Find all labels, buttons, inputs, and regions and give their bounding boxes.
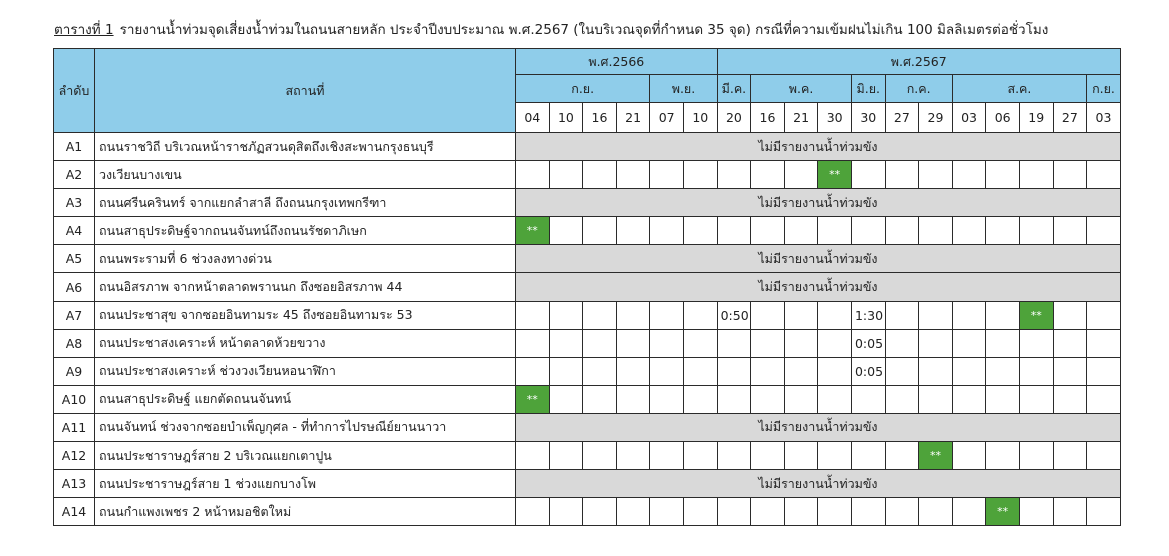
empty-cell bbox=[683, 442, 717, 470]
flood-flag-cell: ** bbox=[516, 217, 550, 245]
table-row bbox=[54, 329, 1121, 357]
header-month: ก.ย. bbox=[1087, 75, 1121, 103]
empty-cell bbox=[885, 217, 919, 245]
empty-cell bbox=[516, 301, 550, 329]
empty-cell bbox=[683, 357, 717, 385]
empty-cell bbox=[818, 442, 852, 470]
empty-cell bbox=[885, 357, 919, 385]
empty-cell bbox=[986, 329, 1020, 357]
empty-cell bbox=[919, 161, 953, 189]
row-id: A7 bbox=[54, 301, 95, 329]
header-year: พ.ศ.2567 bbox=[717, 49, 1120, 75]
row-place: ถนนสาธุประดิษฐ์จากถนนจันทน์ถึงถนนรัชดาภิเษก bbox=[95, 217, 516, 245]
empty-cell bbox=[784, 301, 818, 329]
empty-cell bbox=[717, 442, 751, 470]
row-place: ถนนจันทน์ ช่วงจากซอยบำเพ็ญกุศล - ที่ทำการไปรษณีย์ยานนาวา bbox=[95, 413, 516, 441]
empty-cell bbox=[717, 357, 751, 385]
empty-cell bbox=[650, 329, 684, 357]
empty-cell bbox=[1087, 385, 1121, 413]
empty-cell bbox=[851, 161, 885, 189]
table-row bbox=[54, 189, 1121, 217]
row-place: ถนนประชาสุข จากซอยอินทามระ 45 ถึงซอยอินทามระ 53 bbox=[95, 301, 516, 329]
row-id: A14 bbox=[54, 498, 95, 526]
row-place: ถนนประชาราษฎร์สาย 1 ช่วงแยกบางโพ bbox=[95, 470, 516, 498]
table-row bbox=[54, 442, 1121, 470]
empty-cell bbox=[516, 498, 550, 526]
empty-cell bbox=[1053, 357, 1087, 385]
empty-cell bbox=[1019, 357, 1053, 385]
row-id: A3 bbox=[54, 189, 95, 217]
empty-cell bbox=[583, 301, 617, 329]
flood-flag-cell: ** bbox=[818, 161, 852, 189]
empty-cell bbox=[549, 161, 583, 189]
empty-cell bbox=[616, 498, 650, 526]
flood-flag-cell: ** bbox=[986, 498, 1020, 526]
caption-text: รายงานน้ำท่วมจุดเสี่ยงน้ำท่วมในถนนสายหลัก ประจำปีงบประมาณ พ.ศ.2567 (ในบริเวณจุดที่กำหนด 35 จุด) กรณีที่ความเข้มฝนไม่เกิน 100 มิลลิเมตรต่อชั่วโมง bbox=[119, 22, 1049, 38]
empty-cell bbox=[952, 217, 986, 245]
empty-cell bbox=[1087, 217, 1121, 245]
empty-cell bbox=[952, 301, 986, 329]
empty-cell bbox=[1087, 329, 1121, 357]
row-id: A8 bbox=[54, 329, 95, 357]
empty-cell bbox=[583, 442, 617, 470]
empty-cell bbox=[784, 329, 818, 357]
header-row-years bbox=[54, 49, 1121, 75]
empty-cell bbox=[1053, 161, 1087, 189]
header-day: 07 bbox=[650, 103, 684, 133]
table-body bbox=[54, 133, 1121, 526]
header-month: พ.ย. bbox=[650, 75, 717, 103]
empty-cell bbox=[784, 498, 818, 526]
empty-cell bbox=[549, 301, 583, 329]
empty-cell bbox=[818, 385, 852, 413]
row-id: A11 bbox=[54, 413, 95, 441]
flood-duration-cell: 0:50 bbox=[717, 301, 751, 329]
row-place: ถนนศรีนครินทร์ จากแยกลำสาลี ถึงถนนกรุงเทพกรีฑา bbox=[95, 189, 516, 217]
header-month: มี.ค. bbox=[717, 75, 751, 103]
row-place: ถนนพระรามที่ 6 ช่วงลงทางด่วน bbox=[95, 245, 516, 273]
empty-cell bbox=[751, 301, 785, 329]
empty-cell bbox=[683, 498, 717, 526]
table-row bbox=[54, 413, 1121, 441]
empty-cell bbox=[717, 329, 751, 357]
empty-cell bbox=[818, 217, 852, 245]
empty-cell bbox=[851, 498, 885, 526]
empty-cell bbox=[885, 442, 919, 470]
empty-cell bbox=[549, 329, 583, 357]
empty-cell bbox=[986, 357, 1020, 385]
table-row bbox=[54, 385, 1121, 413]
empty-cell bbox=[751, 329, 785, 357]
header-year: พ.ศ.2566 bbox=[516, 49, 718, 75]
row-id: A5 bbox=[54, 245, 95, 273]
empty-cell bbox=[1087, 161, 1121, 189]
empty-cell bbox=[1087, 442, 1121, 470]
empty-cell bbox=[717, 161, 751, 189]
table-row bbox=[54, 273, 1121, 301]
empty-cell bbox=[952, 329, 986, 357]
empty-cell bbox=[650, 161, 684, 189]
empty-cell bbox=[818, 329, 852, 357]
table-row bbox=[54, 133, 1121, 161]
table-row bbox=[54, 245, 1121, 273]
empty-cell bbox=[784, 385, 818, 413]
empty-cell bbox=[650, 357, 684, 385]
empty-cell bbox=[919, 357, 953, 385]
flood-report-table bbox=[53, 48, 1121, 526]
empty-cell bbox=[516, 357, 550, 385]
row-id: A10 bbox=[54, 385, 95, 413]
header-day: 10 bbox=[683, 103, 717, 133]
empty-cell bbox=[583, 385, 617, 413]
empty-cell bbox=[583, 498, 617, 526]
header-day: 27 bbox=[885, 103, 919, 133]
empty-cell bbox=[683, 301, 717, 329]
row-id: A4 bbox=[54, 217, 95, 245]
empty-cell bbox=[1019, 385, 1053, 413]
no-report-cell: ไม่มีรายงานน้ำท่วมขัง bbox=[516, 413, 1121, 441]
empty-cell bbox=[650, 498, 684, 526]
empty-cell bbox=[616, 329, 650, 357]
table-row bbox=[54, 301, 1121, 329]
flood-flag-cell: ** bbox=[516, 385, 550, 413]
empty-cell bbox=[583, 217, 617, 245]
empty-cell bbox=[885, 385, 919, 413]
header-place: สถานที่ bbox=[95, 49, 516, 133]
header-day: 27 bbox=[1053, 103, 1087, 133]
table-row bbox=[54, 498, 1121, 526]
empty-cell bbox=[952, 442, 986, 470]
empty-cell bbox=[885, 498, 919, 526]
empty-cell bbox=[683, 329, 717, 357]
flood-flag-cell: ** bbox=[919, 442, 953, 470]
empty-cell bbox=[717, 498, 751, 526]
empty-cell bbox=[784, 442, 818, 470]
row-place: วงเวียนบางเขน bbox=[95, 161, 516, 189]
empty-cell bbox=[1019, 442, 1053, 470]
header-day: 10 bbox=[549, 103, 583, 133]
empty-cell bbox=[650, 301, 684, 329]
empty-cell bbox=[885, 161, 919, 189]
empty-cell bbox=[818, 301, 852, 329]
empty-cell bbox=[784, 161, 818, 189]
empty-cell bbox=[683, 217, 717, 245]
row-place: ถนนสาธุประดิษฐ์ แยกตัดถนนจันทน์ bbox=[95, 385, 516, 413]
empty-cell bbox=[919, 217, 953, 245]
table-row bbox=[54, 357, 1121, 385]
flood-duration-cell: 1:30 bbox=[851, 301, 885, 329]
empty-cell bbox=[784, 357, 818, 385]
empty-cell bbox=[851, 385, 885, 413]
no-report-cell: ไม่มีรายงานน้ำท่วมขัง bbox=[516, 133, 1121, 161]
empty-cell bbox=[650, 385, 684, 413]
empty-cell bbox=[818, 498, 852, 526]
row-id: A6 bbox=[54, 273, 95, 301]
empty-cell bbox=[952, 161, 986, 189]
empty-cell bbox=[751, 357, 785, 385]
caption-label: ตารางที่ 1 bbox=[54, 22, 114, 38]
empty-cell bbox=[1019, 498, 1053, 526]
no-report-cell: ไม่มีรายงานน้ำท่วมขัง bbox=[516, 245, 1121, 273]
empty-cell bbox=[919, 385, 953, 413]
header-day: 16 bbox=[583, 103, 617, 133]
empty-cell bbox=[616, 301, 650, 329]
no-report-cell: ไม่มีรายงานน้ำท่วมขัง bbox=[516, 470, 1121, 498]
no-report-cell: ไม่มีรายงานน้ำท่วมขัง bbox=[516, 273, 1121, 301]
empty-cell bbox=[1019, 217, 1053, 245]
table-row bbox=[54, 217, 1121, 245]
empty-cell bbox=[549, 498, 583, 526]
empty-cell bbox=[986, 385, 1020, 413]
empty-cell bbox=[751, 498, 785, 526]
table-row bbox=[54, 470, 1121, 498]
header-month: ก.ค. bbox=[885, 75, 952, 103]
header-order: ลำดับ bbox=[54, 49, 95, 133]
empty-cell bbox=[549, 217, 583, 245]
empty-cell bbox=[616, 217, 650, 245]
flood-duration-cell: 0:05 bbox=[851, 329, 885, 357]
header-day: 04 bbox=[516, 103, 550, 133]
empty-cell bbox=[583, 357, 617, 385]
flood-flag-cell: ** bbox=[1019, 301, 1053, 329]
empty-cell bbox=[1053, 301, 1087, 329]
empty-cell bbox=[1053, 385, 1087, 413]
empty-cell bbox=[1087, 301, 1121, 329]
empty-cell bbox=[616, 161, 650, 189]
empty-cell bbox=[818, 357, 852, 385]
empty-cell bbox=[516, 442, 550, 470]
row-place: ถนนประชาสงเคราะห์ ช่วงวงเวียนหอนาฬิกา bbox=[95, 357, 516, 385]
empty-cell bbox=[1053, 217, 1087, 245]
header-day: 30 bbox=[851, 103, 885, 133]
empty-cell bbox=[784, 217, 818, 245]
empty-cell bbox=[751, 217, 785, 245]
row-id: A9 bbox=[54, 357, 95, 385]
empty-cell bbox=[616, 357, 650, 385]
row-place: ถนนราชวิถี บริเวณหน้าราชภัฏสวนดุสิตถึงเชิงสะพานกรุงธนบุรี bbox=[95, 133, 516, 161]
empty-cell bbox=[549, 357, 583, 385]
table-caption bbox=[54, 19, 1154, 41]
header-day: 03 bbox=[1087, 103, 1121, 133]
empty-cell bbox=[986, 442, 1020, 470]
empty-cell bbox=[616, 385, 650, 413]
empty-cell bbox=[683, 385, 717, 413]
empty-cell bbox=[851, 217, 885, 245]
header-month: พ.ค. bbox=[751, 75, 852, 103]
header-day: 03 bbox=[952, 103, 986, 133]
empty-cell bbox=[986, 161, 1020, 189]
header-day: 16 bbox=[751, 103, 785, 133]
header-day: 29 bbox=[919, 103, 953, 133]
header-day: 21 bbox=[784, 103, 818, 133]
empty-cell bbox=[616, 442, 650, 470]
empty-cell bbox=[751, 385, 785, 413]
row-id: A1 bbox=[54, 133, 95, 161]
empty-cell bbox=[986, 217, 1020, 245]
empty-cell bbox=[885, 301, 919, 329]
empty-cell bbox=[952, 357, 986, 385]
row-place: ถนนกำแพงเพชร 2 หน้าหมอชิตใหม่ bbox=[95, 498, 516, 526]
empty-cell bbox=[919, 301, 953, 329]
empty-cell bbox=[751, 442, 785, 470]
empty-cell bbox=[516, 161, 550, 189]
header-day: 19 bbox=[1019, 103, 1053, 133]
empty-cell bbox=[516, 329, 550, 357]
row-place: ถนนอิสรภาพ จากหน้าตลาดพรานนก ถึงซอยอิสรภาพ 44 bbox=[95, 273, 516, 301]
empty-cell bbox=[1019, 161, 1053, 189]
empty-cell bbox=[986, 301, 1020, 329]
empty-cell bbox=[919, 498, 953, 526]
empty-cell bbox=[1053, 442, 1087, 470]
empty-cell bbox=[583, 329, 617, 357]
empty-cell bbox=[650, 217, 684, 245]
header-day: 20 bbox=[717, 103, 751, 133]
empty-cell bbox=[952, 385, 986, 413]
row-place: ถนนประชาสงเคราะห์ หน้าตลาดห้วยขวาง bbox=[95, 329, 516, 357]
empty-cell bbox=[751, 161, 785, 189]
empty-cell bbox=[650, 442, 684, 470]
empty-cell bbox=[851, 442, 885, 470]
header-month: มิ.ย. bbox=[851, 75, 885, 103]
empty-cell bbox=[683, 161, 717, 189]
empty-cell bbox=[952, 498, 986, 526]
empty-cell bbox=[549, 442, 583, 470]
empty-cell bbox=[919, 329, 953, 357]
empty-cell bbox=[717, 217, 751, 245]
header-day: 30 bbox=[818, 103, 852, 133]
empty-cell bbox=[1087, 498, 1121, 526]
header-month: ส.ค. bbox=[952, 75, 1086, 103]
empty-cell bbox=[583, 161, 617, 189]
no-report-cell: ไม่มีรายงานน้ำท่วมขัง bbox=[516, 189, 1121, 217]
header-day: 21 bbox=[616, 103, 650, 133]
row-place: ถนนประชาราษฎร์สาย 2 บริเวณแยกเตาปูน bbox=[95, 442, 516, 470]
empty-cell bbox=[1053, 498, 1087, 526]
flood-duration-cell: 0:05 bbox=[851, 357, 885, 385]
row-id: A2 bbox=[54, 161, 95, 189]
empty-cell bbox=[549, 385, 583, 413]
empty-cell bbox=[1019, 329, 1053, 357]
row-id: A12 bbox=[54, 442, 95, 470]
row-id: A13 bbox=[54, 470, 95, 498]
header-month: ก.ย. bbox=[516, 75, 650, 103]
table-row bbox=[54, 161, 1121, 189]
empty-cell bbox=[717, 385, 751, 413]
empty-cell bbox=[885, 329, 919, 357]
empty-cell bbox=[1087, 357, 1121, 385]
empty-cell bbox=[1053, 329, 1087, 357]
header-day: 06 bbox=[986, 103, 1020, 133]
